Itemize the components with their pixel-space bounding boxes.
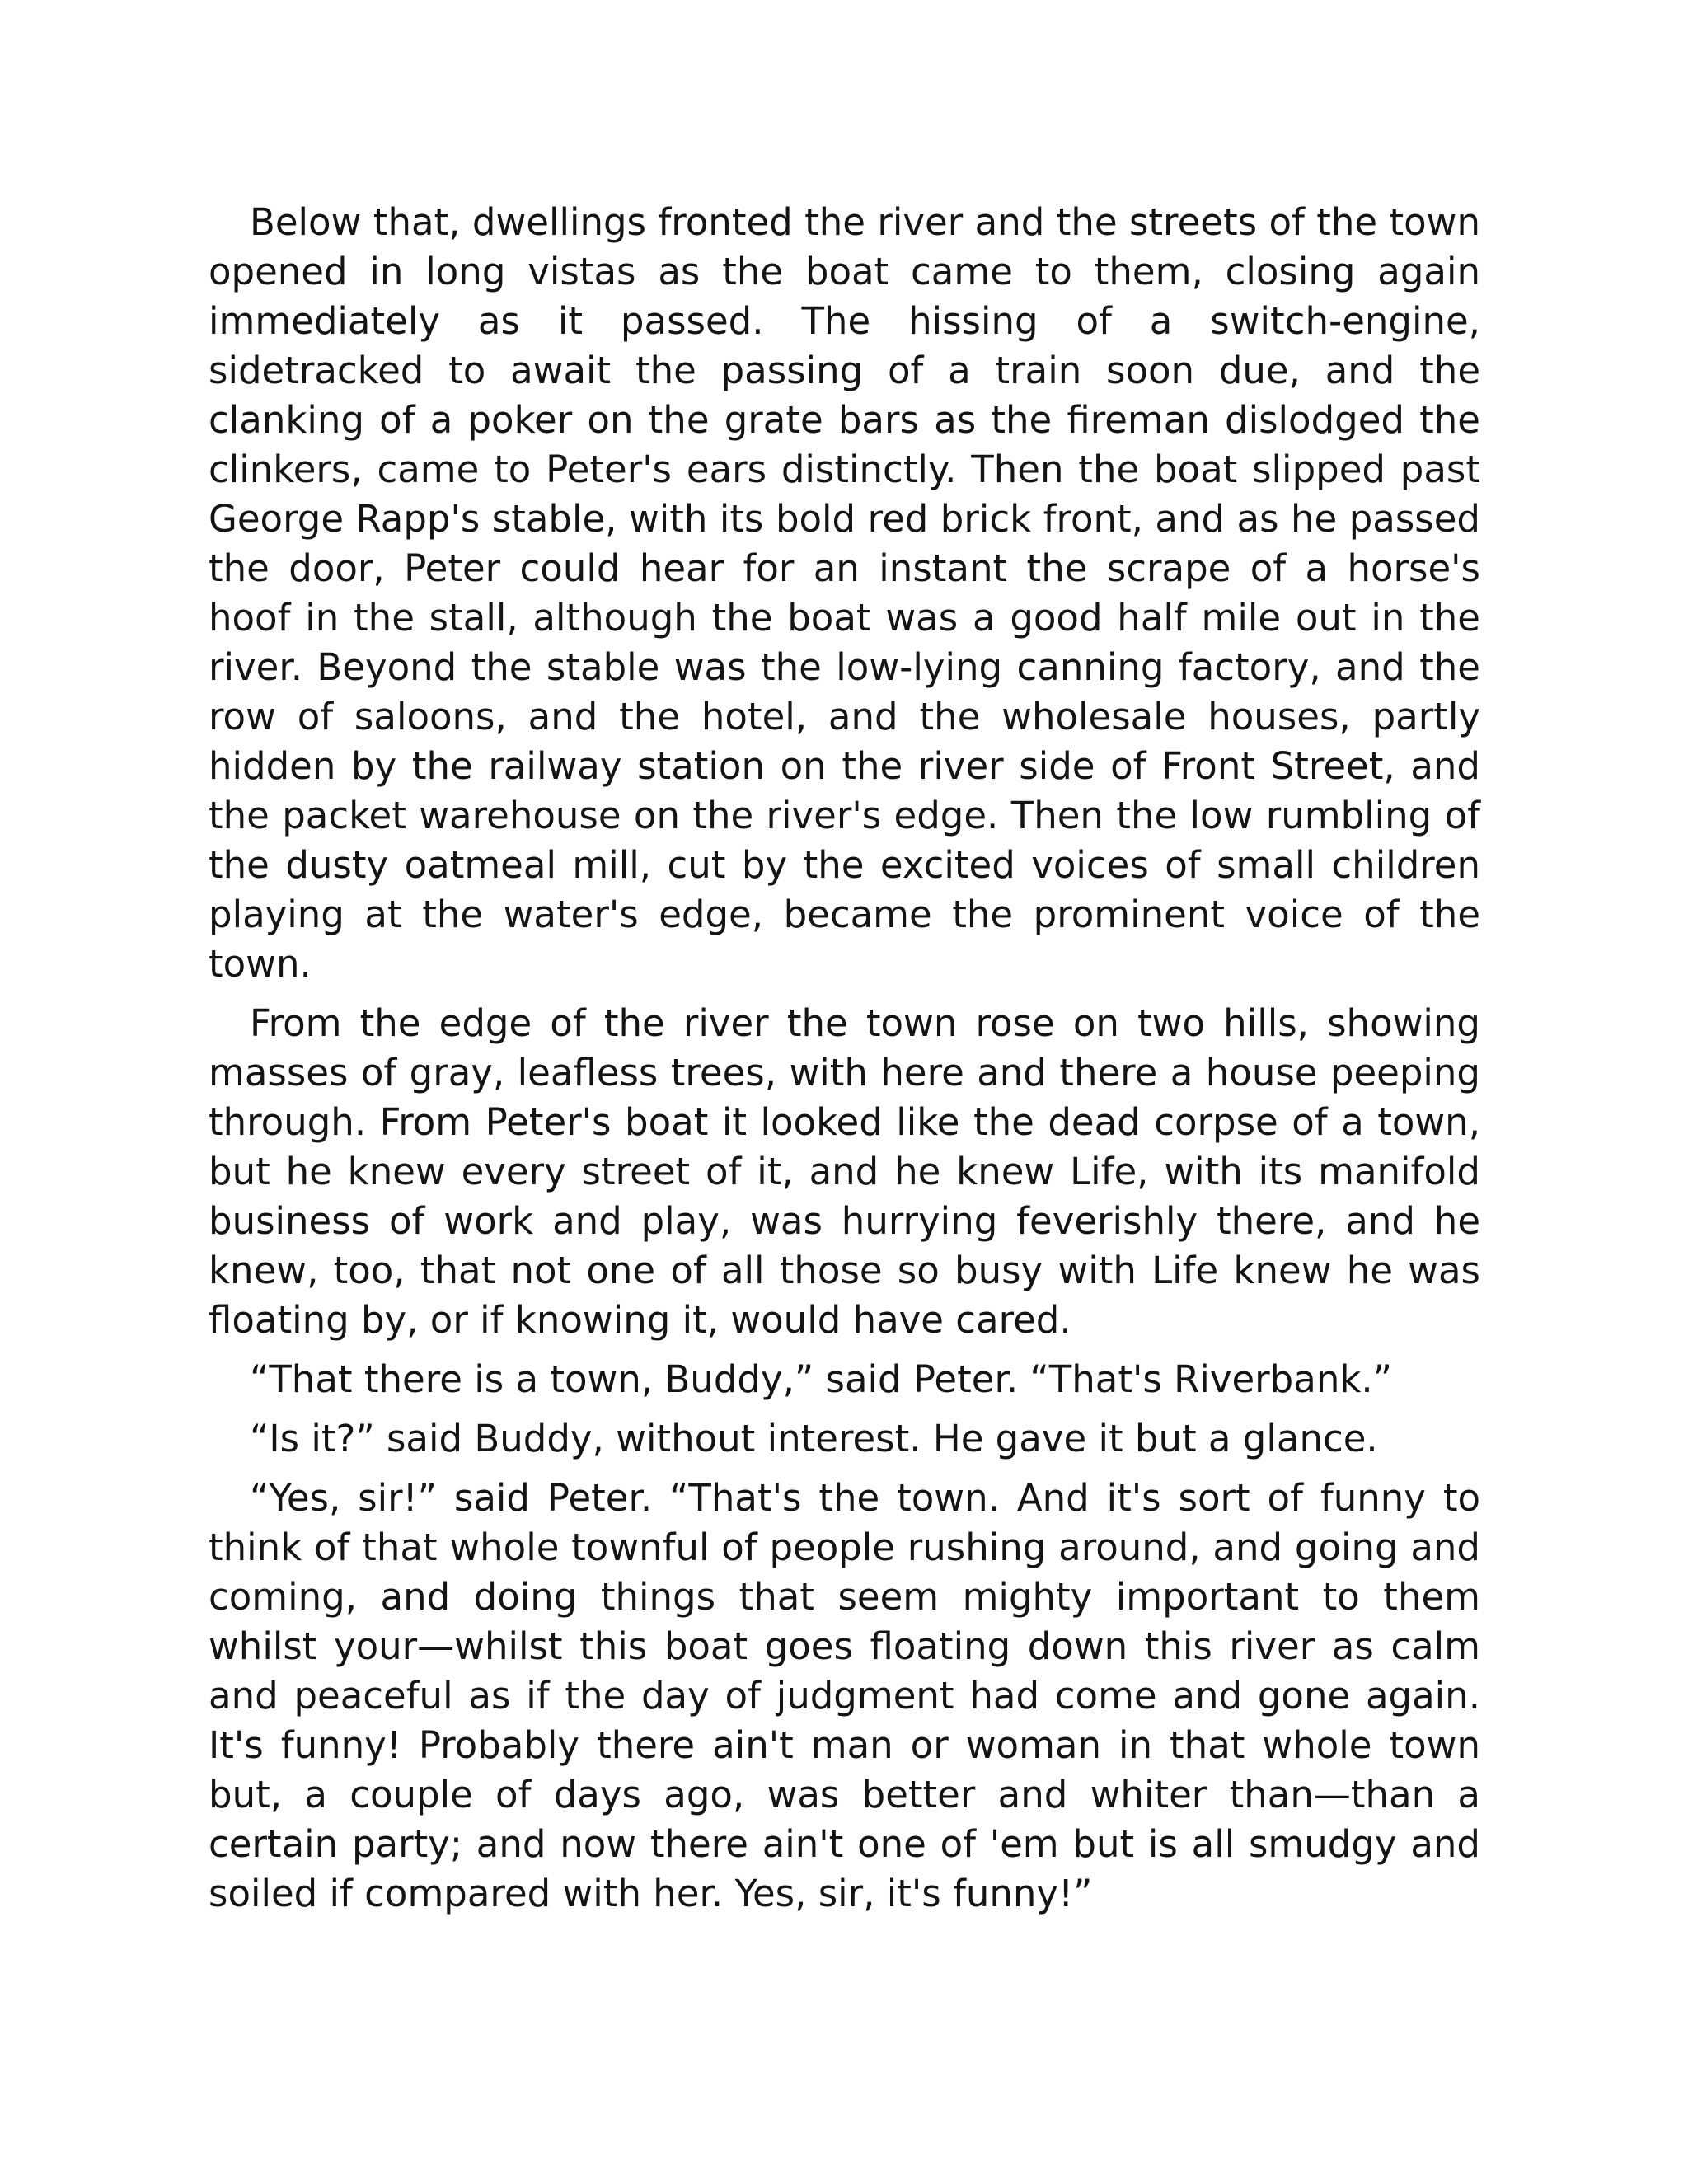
paragraph-2: From the edge of the river the town rose on two hills, showing masses of gray, leafless trees, with here and there a house peeping through. From Peter's boat it looked like the dead corpse of a town, but he knew every street of it, and he knew Life, with its manifold business of work and play, was hurrying feverishly there, and he knew, too, that not one of all those so busy with Life knew he was floating by, or if knowing it, would have cared. — [209, 1001, 1480, 1342]
text-body — [209, 198, 1480, 1919]
paragraph-5: “Yes, sir!” said Peter. “That's the town. And it's sort of funny to think of that whole townful of people rushing around, and going and coming, and doing things that seem mighty important to them whilst your—whilst this boat goes floating down this river as calm and peaceful as if the day of judgment had come and gone again. It's funny! Probably there ain't man or woman in that whole town but, a couple of days ago, was better and whiter than—than a certain party; and now there ain't one of 'em but is all smudgy and soiled if compared with her. Yes, sir, it's funny!” — [209, 1476, 1480, 1915]
paragraph-1: Below that, dwellings fronted the river and the streets of the town opened in long vistas as the boat came to them, closing again immediately as it passed. The hissing of a switch-engine, sidetracked to await the passing of a train soon due, and the clanking of a poker on the grate bars as the fireman dislodged the clinkers, came to Peter's ears distinctly. Then the boat slipped past George Rapp's stable, with its bold red brick front, and as he passed the door, Peter could hear for an instant the scrape of a horse's hoof in the stall, although the boat was a good half mile out in the river. Beyond the stable was the low-lying canning factory, and the row of saloons, and the hotel, and the wholesale houses, partly hidden by the railway station on the river side of Front Street, and the packet warehouse on the river's edge. Then the low rumbling of the dusty oatmeal mill, cut by the excited voices of small children playing at the water's edge, became the prominent voice of the town. — [209, 200, 1480, 986]
paragraph-3: “That there is a town, Buddy,” said Peter. “That's Riverbank.” — [250, 1357, 1393, 1401]
paragraph-4: “Is it?” said Buddy, without interest. He gave it but a glance. — [250, 1417, 1378, 1460]
